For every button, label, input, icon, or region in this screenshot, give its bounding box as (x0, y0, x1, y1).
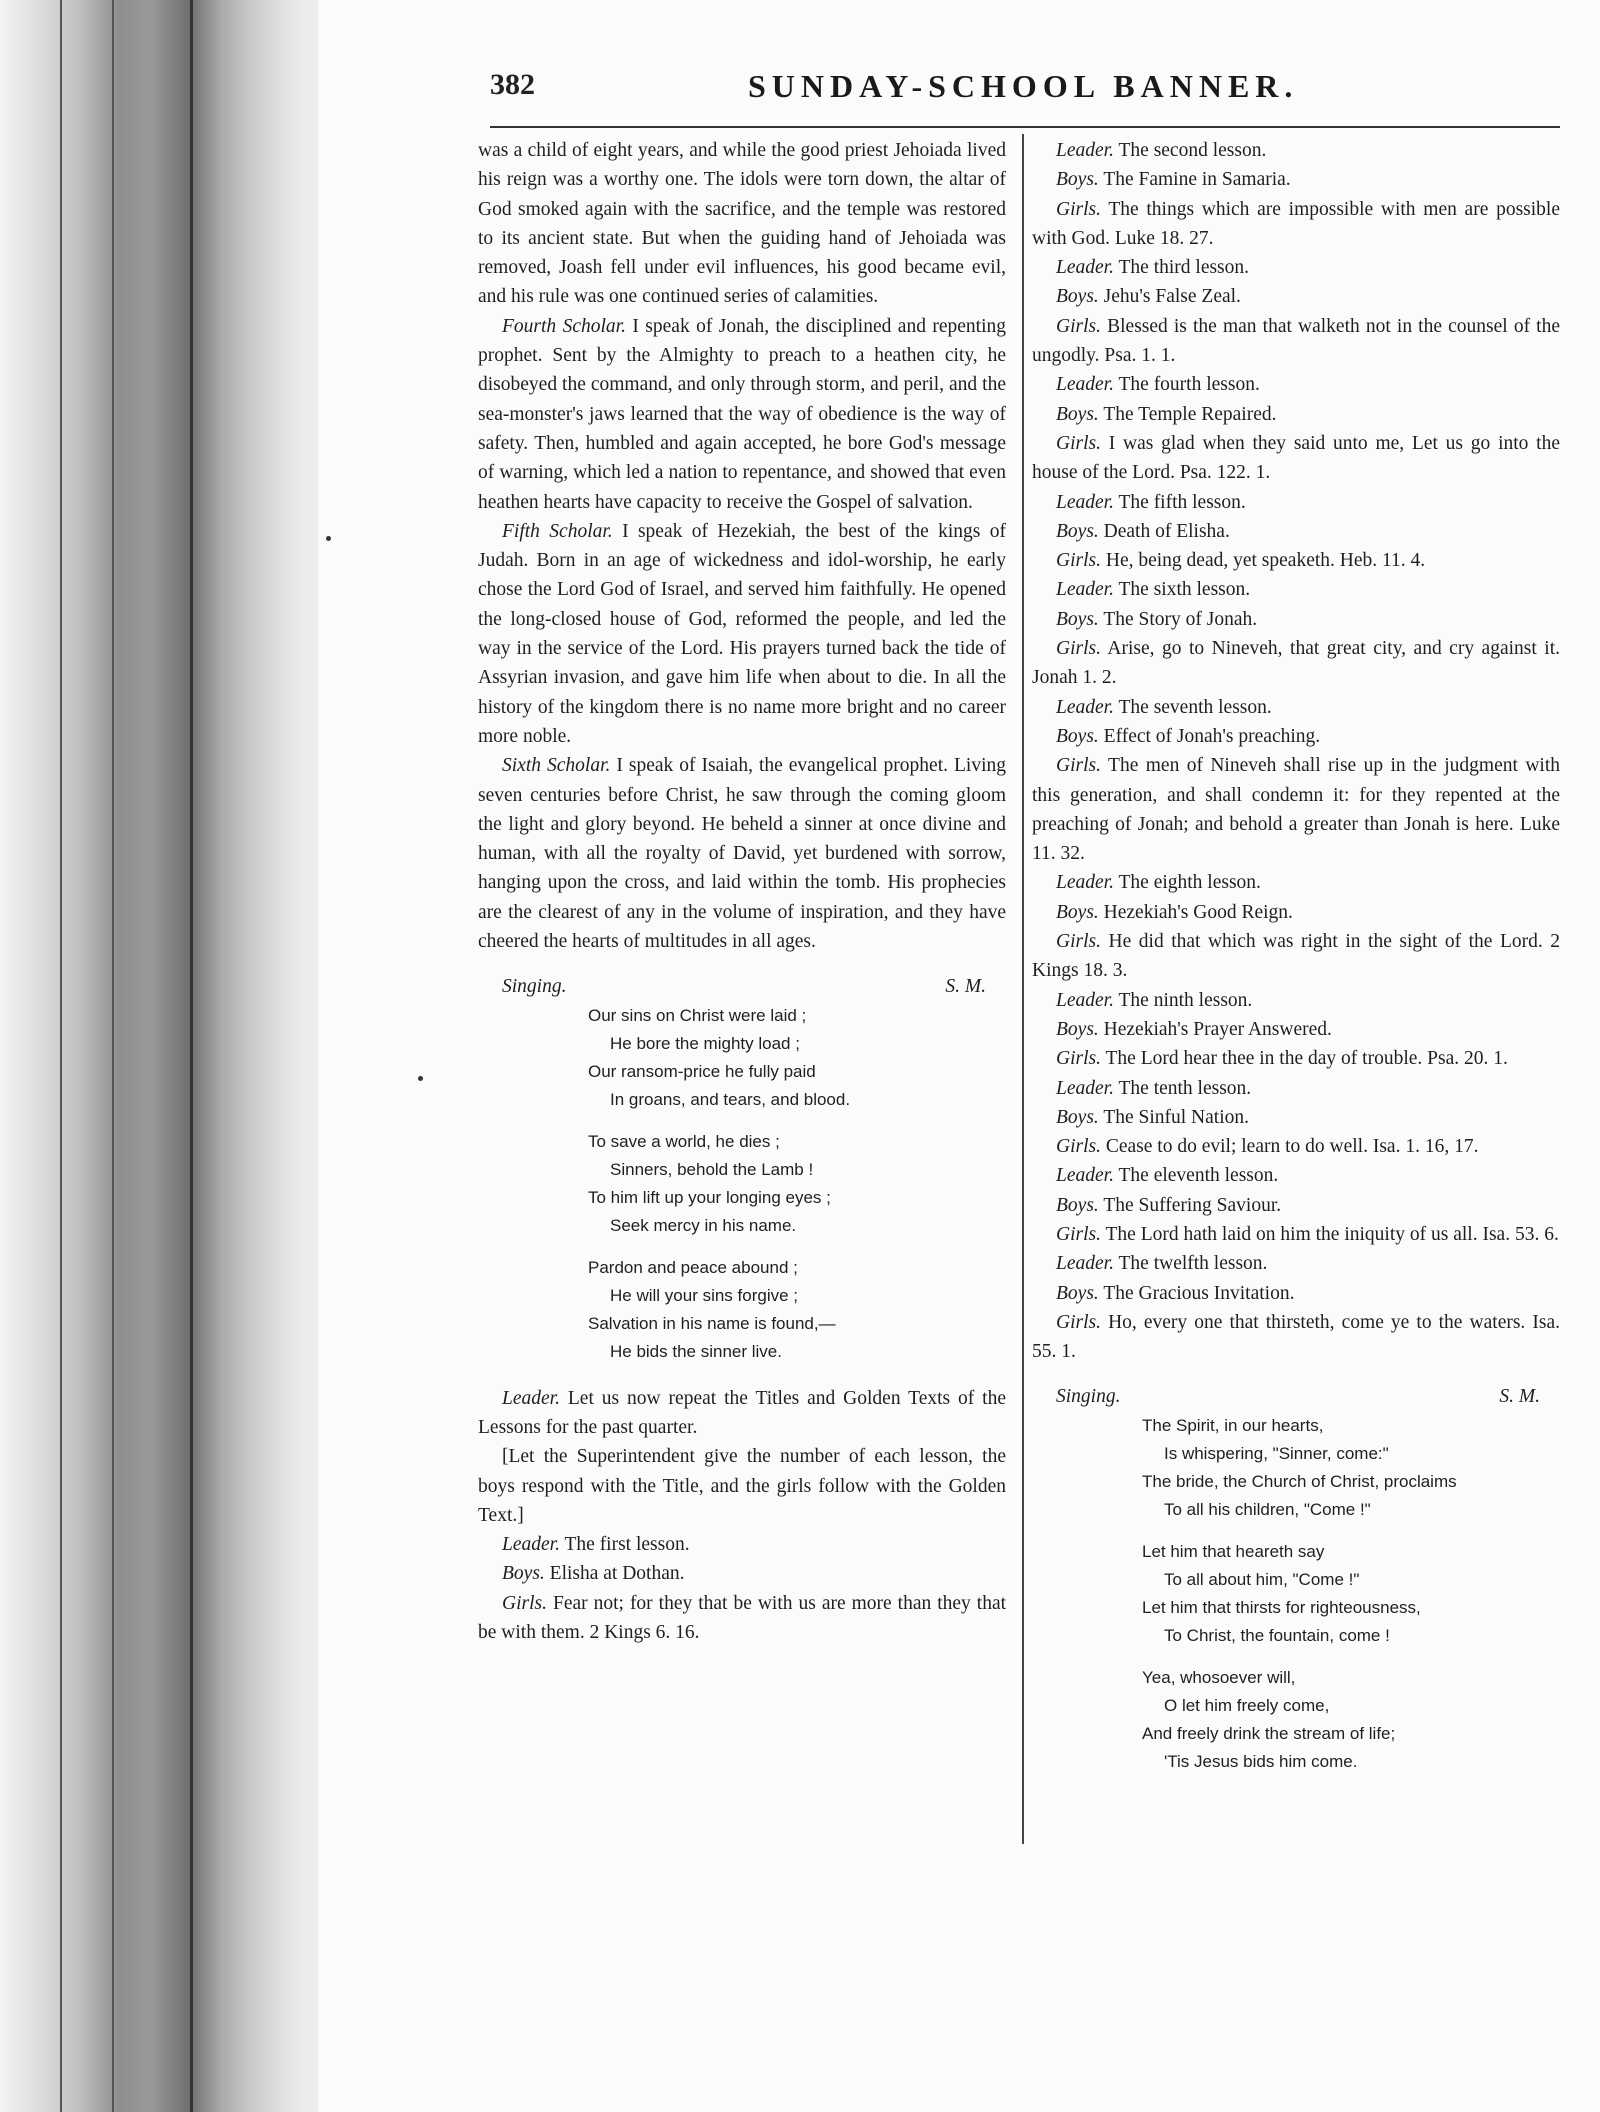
response-line (1032, 927, 1560, 986)
response-text: Ho, every one that thirsteth, come ye to the waters. Isa. 55. 1. (1032, 1311, 1560, 1363)
speaker-label: Leader. (1056, 1077, 1114, 1099)
right-responses (1032, 136, 1560, 1366)
hymn-line: O let him freely come, (1164, 1695, 1330, 1715)
response-line (1032, 195, 1560, 254)
response-line (1032, 898, 1560, 927)
response-text: The Lord hath laid on him the iniquity of us all. Isa. 53. 6. (1105, 1223, 1559, 1245)
speaker-label: Girls. (1056, 931, 1101, 953)
response-text: Death of Elisha. (1103, 520, 1230, 542)
hymn-line: Yea, whosoever will, (1142, 1667, 1296, 1687)
response-line (1032, 1249, 1560, 1278)
speaker-label: Sixth Scholar. (502, 755, 611, 777)
speaker-label: Girls. (1056, 1048, 1101, 1070)
hymn-line: To all about him, "Come !" (1164, 1569, 1360, 1589)
hymn-line: Our ransom-price he fully paid (588, 1061, 816, 1081)
hymn-line: Pardon and peace abound ; (588, 1257, 798, 1277)
speaker-label: Leader. (1056, 1165, 1114, 1187)
response-line (1032, 400, 1560, 429)
speaker-label: Fourth Scholar. (502, 315, 626, 337)
response-line (1032, 1279, 1560, 1308)
response-line (1032, 1308, 1560, 1367)
hymn-line: Let him that thirsts for righteousness, (1142, 1597, 1421, 1617)
response-line (1032, 751, 1560, 868)
hymn-line: To him lift up your longing eyes ; (588, 1187, 831, 1207)
speaker-label: Girls. (1056, 432, 1101, 454)
response-text: The Sinful Nation. (1103, 1106, 1250, 1128)
response-line (1032, 312, 1560, 371)
response-text: The men of Nineveh shall rise up in the judgment with this generation, and shall condemn it: for they repented at the preaching of Jonah; and behold a greater than Jonah is here. Luke 11. 32. (1032, 755, 1560, 865)
response-text: The eleventh lesson. (1118, 1165, 1279, 1187)
hymn-stanza (588, 1254, 1006, 1366)
scholar-text: I speak of Hezekiah, the best of the kings of Judah. Born in an age of wickedness and idol-worship, he early chose the Lord God of Israel, and served him faithfully. He opened the long-closed house of God, reformed the people, and led the way in the service of the Lord. His prayers turned back the tide of Assyrian invasion, and gave him life when about to die. In all the history of the kingdom there is no name more bright and no career more noble. (478, 520, 1006, 747)
hymn-stanza (1142, 1412, 1560, 1524)
speaker-label: Leader. (1056, 1253, 1114, 1275)
left-column (478, 136, 1006, 1647)
response-text: The Temple Repaired. (1103, 403, 1277, 425)
speaker-label: Boys. (1056, 1106, 1099, 1128)
scholar-text: I speak of Isaiah, the evangelical prophet. Living seven centuries before Christ, he saw through the coming gloom the light and glory beyond. He beheld a sinner at once divine and human, with all the royalty of David, yet burdened with sorrow, hanging upon the cross, and laid within the tomb. His prophecies are the clearest of any in the volume of inspiration, and they have cheered the hearts of multitudes in all ages. (478, 755, 1006, 953)
speaker-label: Boys. (1056, 1194, 1099, 1216)
response-text: The first lesson. (564, 1534, 690, 1556)
page-edge-line (112, 0, 114, 2112)
response-text: The fifth lesson. (1118, 491, 1246, 513)
speaker-label: Boys. (502, 1563, 545, 1585)
response-line (1032, 1074, 1560, 1103)
hymn-stanza (588, 1002, 1006, 1114)
speaker-label: Leader. (502, 1387, 560, 1409)
response-text: The fourth lesson. (1118, 374, 1260, 396)
response-line (1032, 1191, 1560, 1220)
response-line (1032, 1015, 1560, 1044)
response-line (1032, 575, 1560, 604)
speaker-label: Boys. (1056, 169, 1099, 191)
hymn-meter: S. M. (945, 976, 986, 998)
hymn-line: Let him that heareth say (1142, 1541, 1325, 1561)
hymn-line: In groans, and tears, and blood. (610, 1089, 851, 1109)
response-text: I was glad when they said unto me, Let us go into the house of the Lord. Psa. 122. 1. (1032, 432, 1560, 484)
speaker-label: Leader. (1056, 140, 1114, 161)
response-text: The Famine in Samaria. (1103, 169, 1291, 191)
response-line (1032, 986, 1560, 1015)
speaker-label: Girls. (1056, 1136, 1101, 1158)
response-line (478, 1530, 1006, 1559)
speaker-label: Girls. (502, 1592, 547, 1614)
response-text: Hezekiah's Good Reign. (1103, 901, 1293, 923)
response-line (1032, 1103, 1560, 1132)
response-text: Jehu's False Zeal. (1103, 286, 1241, 308)
hymn-line: To Christ, the fountain, come ! (1164, 1625, 1390, 1645)
response-line (1032, 136, 1560, 165)
response-text: The Story of Jonah. (1103, 608, 1258, 630)
response-text: Elisha at Dothan. (549, 1563, 685, 1585)
response-text: The ninth lesson. (1118, 989, 1253, 1011)
page-number: 382 (490, 68, 535, 101)
response-line (1032, 722, 1560, 751)
response-text: He did that which was right in the sight of the Lord. 2 Kings 18. 3. (1032, 931, 1561, 982)
header-rule (490, 126, 1560, 128)
response-line (478, 1589, 1006, 1648)
response-line (1032, 517, 1560, 546)
left-responses (478, 1530, 1006, 1647)
speaker-label: Girls. (1056, 1311, 1101, 1333)
speaker-label: Boys. (1056, 901, 1099, 923)
hymn-line: Salvation in his name is found,— (588, 1313, 836, 1333)
scholar-paragraph (478, 312, 1006, 517)
response-line (1032, 1220, 1560, 1249)
running-header (490, 68, 1600, 118)
speaker-label: Boys. (1056, 1018, 1099, 1040)
speaker-label: Girls. (1056, 198, 1101, 220)
hymn-label: Singing. (1056, 1386, 1121, 1408)
instruction-paragraph: [Let the Superintendent give the number of each lesson, the boys respond with the Title, and the girls follow with the Golden Text.] (478, 1446, 1006, 1526)
scholar-paragraph (478, 751, 1006, 956)
response-text: The seventh lesson. (1118, 696, 1272, 718)
response-text: The Suffering Saviour. (1103, 1194, 1282, 1216)
speaker-label: Boys. (1056, 520, 1099, 542)
speaker-label: Girls. (1056, 550, 1101, 572)
hymn-line: Is whispering, "Sinner, come:" (1164, 1443, 1389, 1463)
hymn-line: Sinners, behold the Lamb ! (610, 1159, 814, 1179)
hymn-label: Singing. (502, 976, 567, 998)
response-line (1032, 370, 1560, 399)
response-line (1032, 1044, 1560, 1073)
speaker-label: Girls. (1056, 638, 1101, 660)
response-line (1032, 546, 1560, 575)
response-line (1032, 693, 1560, 722)
column-divider (1022, 134, 1024, 1844)
hymn-line: Seek mercy in his name. (610, 1215, 797, 1235)
response-text: The twelfth lesson. (1118, 1253, 1268, 1275)
hymn-stanza (588, 1128, 1006, 1240)
hymn-line: The bride, the Church of Christ, proclaims (1142, 1471, 1457, 1491)
speaker-label: Leader. (1056, 872, 1114, 894)
page-edge-line (60, 0, 62, 2112)
hymn-line: 'Tis Jesus bids him come. (1164, 1751, 1358, 1771)
response-text: The eighth lesson. (1118, 872, 1261, 894)
response-text: The Lord hear thee in the day of trouble. Psa. 20. 1. (1105, 1048, 1508, 1070)
hymn-line: And freely drink the stream of life; (1142, 1723, 1396, 1743)
response-line (1032, 488, 1560, 517)
response-text: Cease to do evil; learn to do well. Isa. 1. 16, 17. (1105, 1136, 1479, 1158)
speaker-label: Leader. (1056, 257, 1114, 279)
response-text: Fear not; for they that be with us are more than they that be with them. 2 Kings 6. 16. (478, 1592, 1007, 1643)
speaker-label: Leader. (1056, 374, 1114, 396)
leader-intro-text: Let us now repeat the Titles and Golden Texts of the Lessons for the past quarter. (478, 1387, 1006, 1438)
speck (326, 536, 331, 541)
response-line (1032, 253, 1560, 282)
hymn-stanza (1142, 1664, 1560, 1776)
response-text: The tenth lesson. (1118, 1077, 1252, 1099)
response-line (1032, 1161, 1560, 1190)
response-text: The things which are impossible with men are possible with God. Luke 18. 27. (1032, 198, 1560, 249)
response-text: The third lesson. (1118, 257, 1250, 279)
speaker-label: Girls. (1056, 1223, 1101, 1245)
hymn (478, 972, 1006, 1365)
response-text: The sixth lesson. (1118, 579, 1251, 601)
hymn-stanza (1142, 1538, 1560, 1650)
response-line (1032, 1132, 1560, 1161)
speaker-label: Boys. (1056, 286, 1099, 308)
response-text: He, being dead, yet speaketh. Heb. 11. 4. (1105, 550, 1426, 572)
scholar-text: I speak of Jonah, the disciplined and repenting prophet. Sent by the Almighty to preach to a heathen city, he disobeyed the command, and only through storm, and peril, and the sea-monster's jaws learned that the way of obedience is the way of safety. Then, humbled and again accepted, he bore God's message of warning, which led a nation to repentance, and showed that even heathen hearts have capacity to receive the Gospel of salvation. (478, 315, 1006, 513)
hymn-heading (1032, 1382, 1560, 1411)
response-line (1032, 634, 1560, 693)
hymn-line: He bids the sinner live. (610, 1341, 782, 1361)
response-line (1032, 868, 1560, 897)
hymn-line: Our sins on Christ were laid ; (588, 1005, 807, 1025)
leader-intro (478, 1384, 1006, 1443)
response-text: Blessed is the man that walketh not in the counsel of the ungodly. Psa. 1. 1. (1032, 315, 1560, 367)
hymn-line: He bore the mighty load ; (610, 1033, 800, 1053)
response-line (1032, 165, 1560, 194)
speaker-label: Leader. (1056, 989, 1114, 1011)
speck (418, 1076, 423, 1081)
scholar-paragraph (478, 517, 1006, 751)
hymn-line: To save a world, he dies ; (588, 1131, 780, 1151)
speaker-label: Leader. (502, 1534, 560, 1556)
speaker-label: Girls. (1056, 755, 1101, 777)
response-text: The second lesson. (1118, 140, 1267, 161)
hymn-line: To all his children, "Come !" (1164, 1499, 1371, 1519)
hymn-meter: S. M. (1499, 1386, 1540, 1408)
speaker-label: Leader. (1056, 696, 1114, 718)
response-text: Arise, go to Nineveh, that great city, and cry against it. Jonah 1. 2. (1032, 638, 1560, 689)
response-text: Hezekiah's Prayer Answered. (1103, 1018, 1332, 1040)
page-title: SUNDAY-SCHOOL BANNER. (748, 68, 1299, 104)
speaker-label: Boys. (1056, 608, 1099, 630)
book-binding-edge (0, 0, 330, 2112)
speaker-label: Boys. (1056, 725, 1099, 747)
hymn (1032, 1382, 1560, 1775)
speaker-label: Boys. (1056, 1282, 1099, 1304)
hymn-line: He will your sins forgive ; (610, 1285, 799, 1305)
speaker-label: Leader. (1056, 579, 1114, 601)
response-line (1032, 282, 1560, 311)
response-text: Effect of Jonah's preaching. (1103, 725, 1321, 747)
response-line (478, 1559, 1006, 1588)
speaker-label: Boys. (1056, 403, 1099, 425)
speaker-label: Fifth Scholar. (502, 520, 613, 542)
page-edge-line (190, 0, 193, 2112)
speaker-label: Girls. (1056, 315, 1101, 337)
right-column (1032, 136, 1560, 1794)
hymn-heading (478, 972, 1006, 1001)
hymn-line: The Spirit, in our hearts, (1142, 1415, 1324, 1435)
continued-paragraph: was a child of eight years, and while the good priest Jehoiada lived his reign was a worthy one. The idols were torn down, the altar of God smoked again with the sacrifice, and the temple was restored to its ancient state. But when the guiding hand of Jehoiada was removed, Joash fell under evil influences, his good became evil, and his rule was one continued series of calamities. (478, 140, 1006, 308)
response-text: The Gracious Invitation. (1103, 1282, 1295, 1304)
response-line (1032, 605, 1560, 634)
response-line (1032, 429, 1560, 488)
speaker-label: Leader. (1056, 491, 1114, 513)
